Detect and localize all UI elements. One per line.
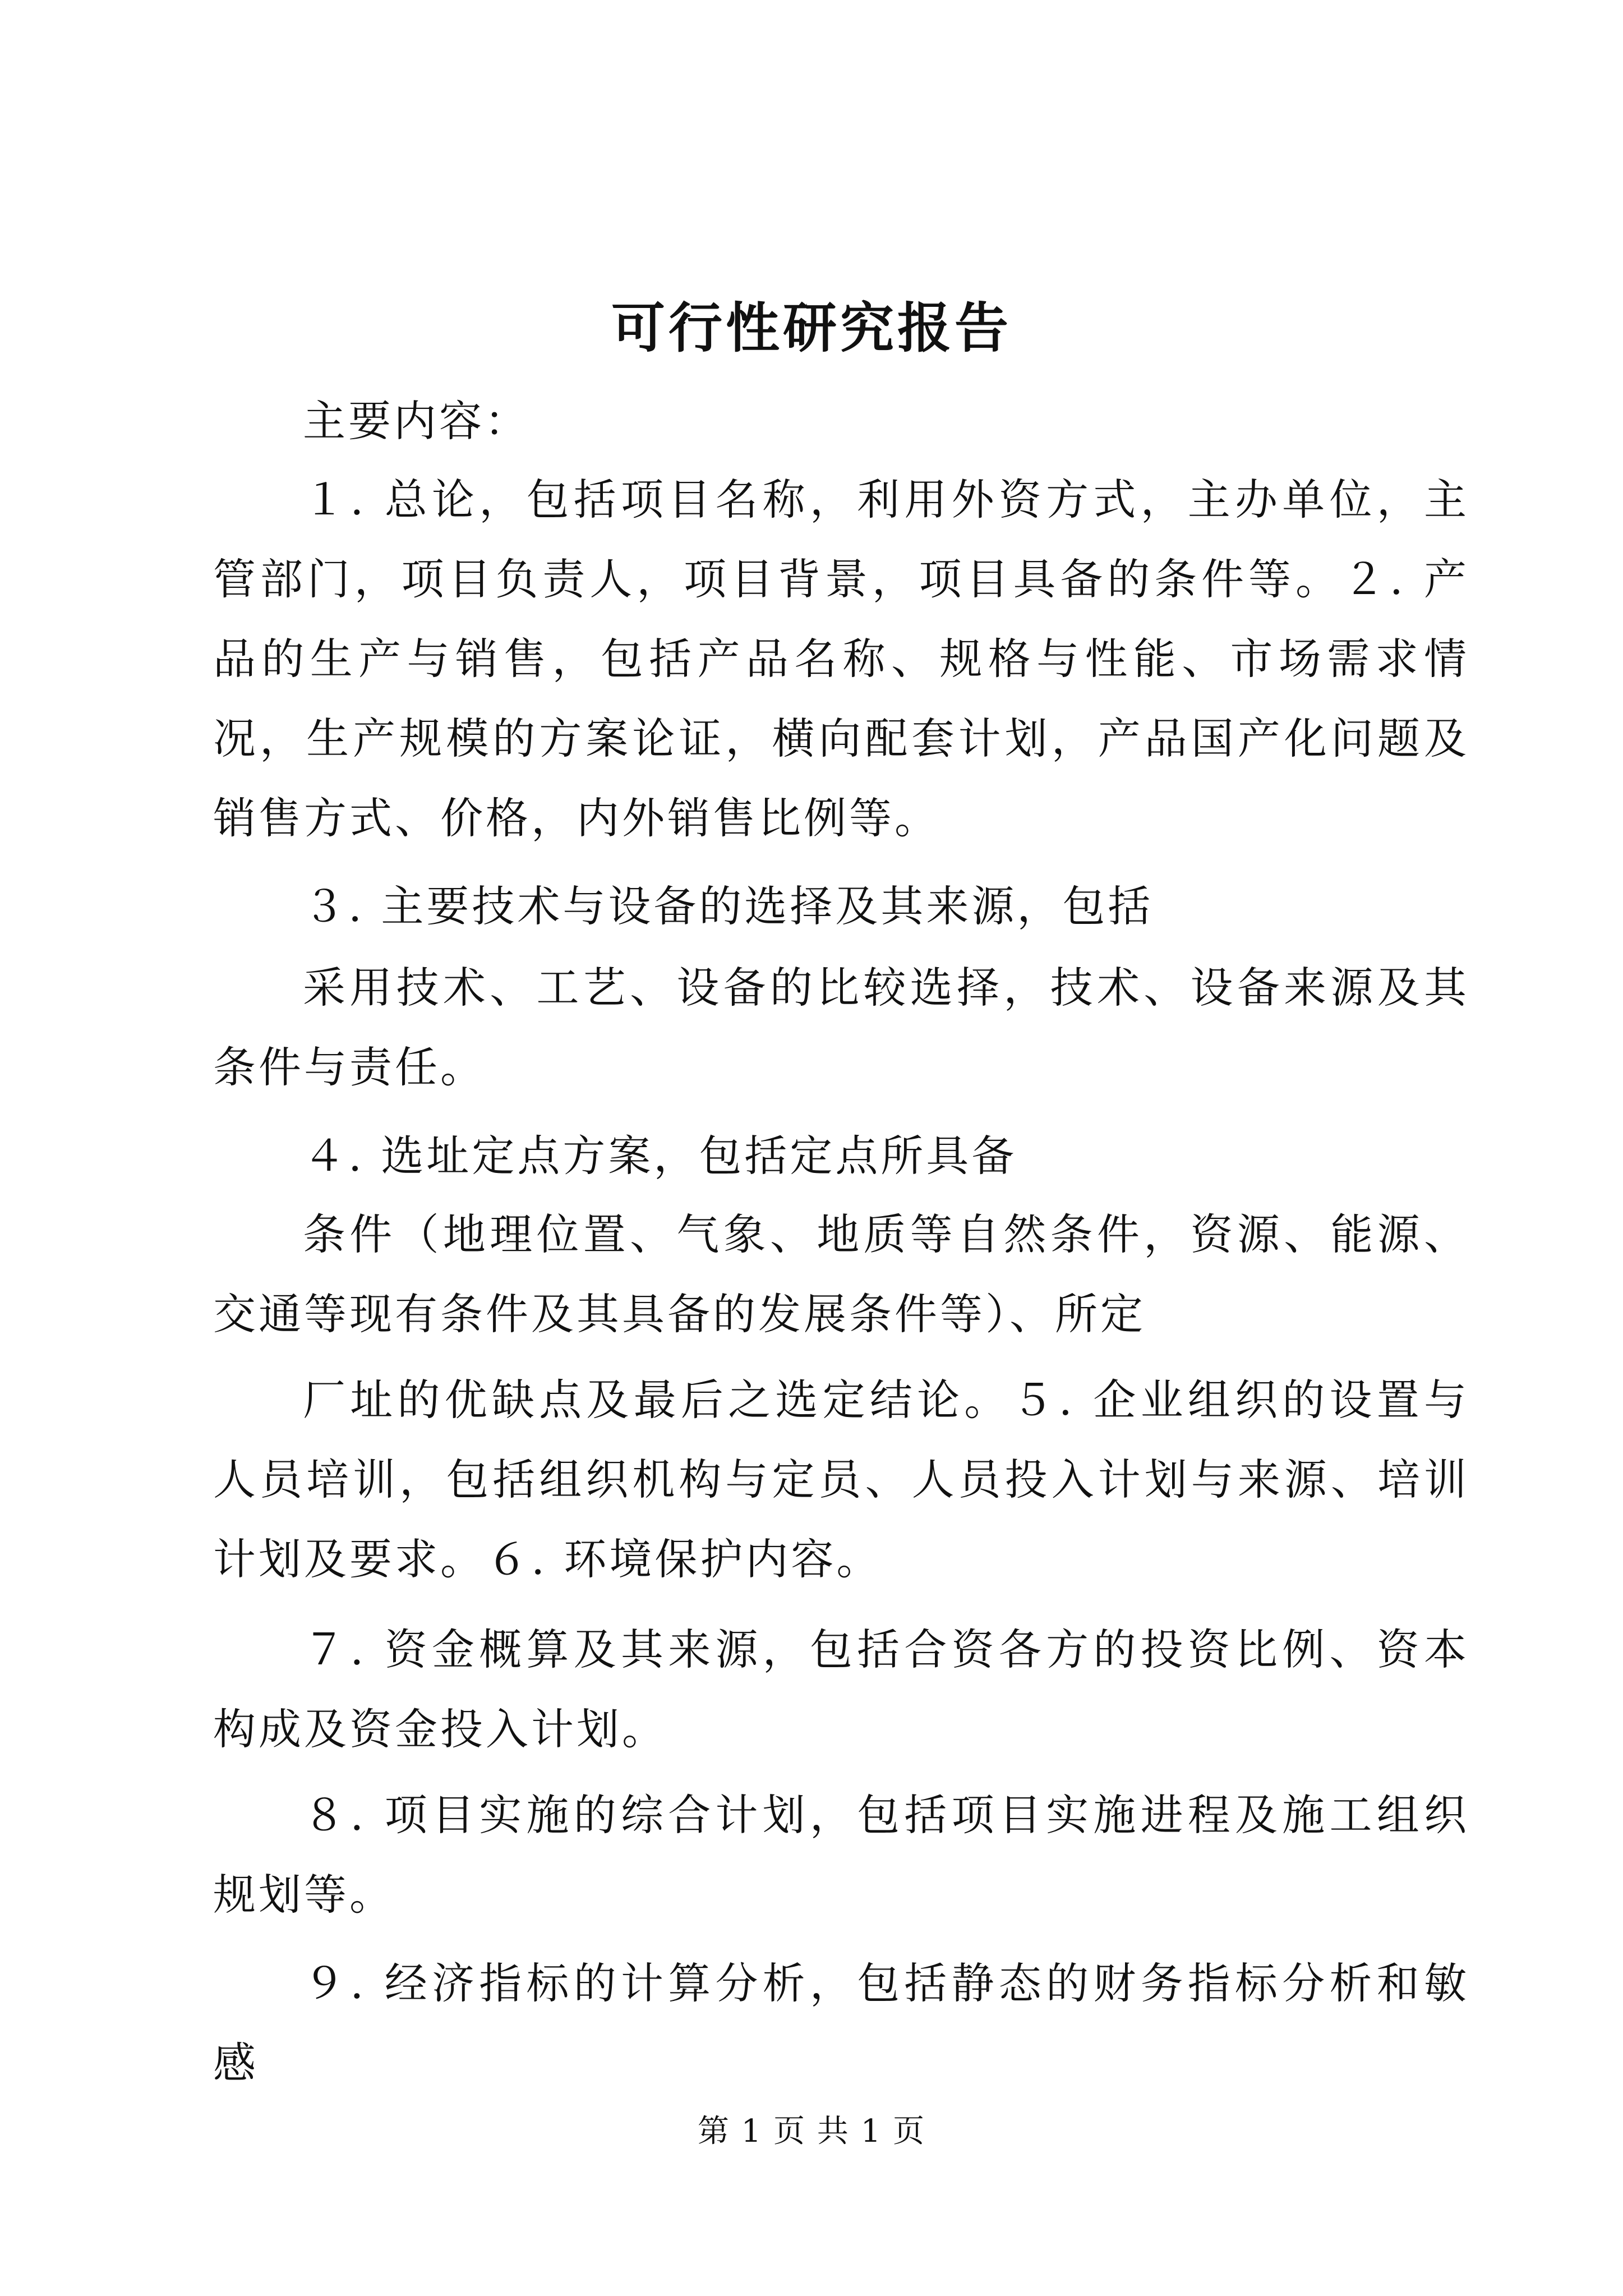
paragraph-item-4-conditions: 条件（地理位置、气象、地质等自然条件，资源、能源、交通等现有条件及其具备的发展条件等）、所定 bbox=[213, 1209, 1469, 1339]
paragraph-item-1-2: １. 总论，包括项目名称，利用外资方式，主办单位，主管部门，项目负责人，项目背景，项目具备的条件等。２. 产品的生产与销售，包括产品名称、规格与性能、市场需求情况，生产规模的方案论证，横向配套计划，产品国产化问题及销售方式、价格，内外销售比例等。 bbox=[213, 475, 1469, 843]
paragraph-item-7: ７. 资金概算及其来源，包括合资各方的投资比例、资本构成及资金投入计划。 bbox=[213, 1625, 1469, 1754]
paragraph-item-9: ９. 经济指标的计算分析，包括静态的财务指标分析和敏感 bbox=[213, 1958, 1469, 2088]
page-number-footer: 第 1 页 共 1 页 bbox=[697, 2113, 926, 2150]
paragraph-main-content: 主要内容： bbox=[303, 396, 530, 446]
document-title: 可行性研究报告 bbox=[611, 296, 1012, 360]
paragraph-item-4-5-6: 厂址的优缺点及最后之选定结论。５. 企业组织的设置与人员培训，包括组织机构与定员、人员投入计划与来源、培训计划及要求。６. 环境保护内容。 bbox=[213, 1375, 1469, 1584]
paragraph-item-3-body: 采用技术、工艺、设备的比较选择，技术、设备来源及其条件与责任。 bbox=[213, 963, 1469, 1092]
paragraph-item-8: ８. 项目实施的综合计划，包括项目实施进程及施工组织规划等。 bbox=[213, 1790, 1469, 1920]
paragraph-item-4-heading: ４. 选址定点方案，包括定点所具备 bbox=[303, 1131, 1017, 1181]
paragraph-item-3-heading: ３. 主要技术与设备的选择及其来源，包括 bbox=[303, 881, 1154, 931]
